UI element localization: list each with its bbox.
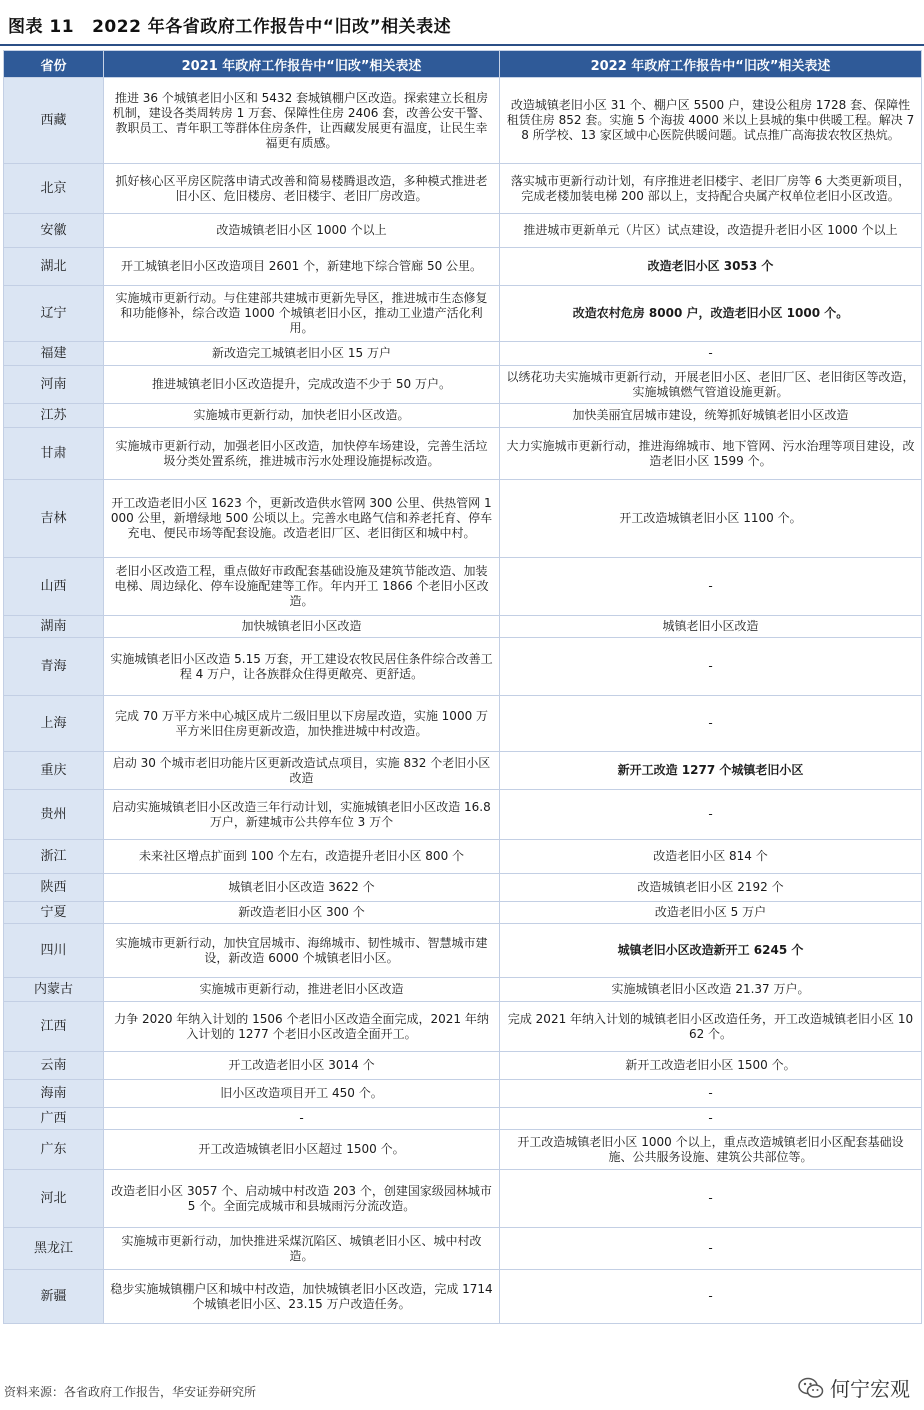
statement-2022-cell: 加快美丽宜居城市建设，统筹抓好城镇老旧小区改造 [500,404,922,428]
statement-2022-cell: - [500,1170,922,1228]
statement-2021-cell: 推进 36 个城镇老旧小区和 5432 套城镇棚户区改造。探索建立长租房机制，建设各类周转房 1 万套、保障性住房 2406 套，改善公安干警、教职员工、青年职工等群体住房条件，让西藏发展更有温度，让民生幸福更有质感。 [104,78,500,164]
table-row [4,214,922,248]
table-row [4,840,922,874]
source-note: 资料来源：各省政府工作报告，华安证券研究所 [4,1385,257,1399]
table-body [4,78,922,1324]
statement-2022-cell: - [500,696,922,752]
table-row [4,428,922,480]
statement-2022-cell: 改造老旧小区 3053 个 [500,248,922,286]
watermark [798,1373,910,1402]
statement-2021-cell: 启动 30 个城市老旧功能片区更新改造试点项目，实施 832 个老旧小区改造 [104,752,500,790]
statement-2022-cell: - [500,790,922,840]
table-row [4,366,922,404]
statement-2021-cell: 开工改造城镇老旧小区超过 1500 个。 [104,1130,500,1170]
statement-2022-cell: 新开工改造老旧小区 1500 个。 [500,1052,922,1080]
table-row [4,78,922,164]
header-2022: 2022 年政府工作报告中“旧改”相关表述 [500,51,922,78]
statement-2022-cell: 开工改造城镇老旧小区 1100 个。 [500,480,922,558]
statement-2021-cell: 旧小区改造项目开工 450 个。 [104,1080,500,1108]
table-row [4,1002,922,1052]
province-cell: 浙江 [4,840,104,874]
table-row [4,752,922,790]
statement-2022-cell: - [500,558,922,616]
table-row [4,790,922,840]
table-header-row [4,51,922,78]
statement-2021-cell: 力争 2020 年纳入计划的 1506 个老旧小区改造全面完成，2021 年纳入计划的 1277 个老旧小区改造全面开工。 [104,1002,500,1052]
statement-2021-cell: 开工城镇老旧小区改造项目 2601 个，新建地下综合管廊 50 公里。 [104,248,500,286]
table-row [4,1052,922,1080]
province-cell: 海南 [4,1080,104,1108]
province-cell: 云南 [4,1052,104,1080]
statement-2022-cell: 完成 2021 年纳入计划的城镇老旧小区改造任务，开工改造城镇老旧小区 1062 个。 [500,1002,922,1052]
statement-2022-cell: 改造农村危房 8000 户，改造老旧小区 1000 个。 [500,286,922,342]
table-row [4,286,922,342]
figure-title [8,12,451,37]
statement-2022-cell: 新开工改造 1277 个城镇老旧小区 [500,752,922,790]
statement-2022-cell: 推进城市更新单元（片区）试点建设，改造提升老旧小区 1000 个以上 [500,214,922,248]
statement-2022-cell: 改造城镇老旧小区 31 个、棚户区 5500 户，建设公租房 1728 套、保障性租赁住房 852 套。实施 5 个海拔 4000 米以上县城的集中供暖工程。解决 78 所学校、13 家区域中心医院供暖问题。试点推广高海拔农牧区热炕。 [500,78,922,164]
province-cell: 贵州 [4,790,104,840]
statement-2021-cell: 改造城镇老旧小区 1000 个以上 [104,214,500,248]
table-row [4,902,922,924]
statement-2022-cell: 以绣花功夫实施城市更新行动，开展老旧小区、老旧厂区、老旧街区等改造，实施城镇燃气管道设施更新。 [500,366,922,404]
statement-2022-cell: - [500,1080,922,1108]
statement-2021-cell: 实施城市更新行动，推进老旧小区改造 [104,978,500,1002]
table-row [4,164,922,214]
province-cell: 江西 [4,1002,104,1052]
statement-2021-cell: 推进城镇老旧小区改造提升，完成改造不少于 50 万户。 [104,366,500,404]
statement-2022-cell: - [500,1108,922,1130]
table-row [4,696,922,752]
table-row [4,342,922,366]
table-row [4,924,922,978]
table-row [4,248,922,286]
province-cell: 青海 [4,638,104,696]
province-cell: 广东 [4,1130,104,1170]
province-cell: 宁夏 [4,902,104,924]
title-bar [0,0,924,46]
statement-2022-cell: 改造城镇老旧小区 2192 个 [500,874,922,902]
table-row [4,1130,922,1170]
table-row [4,480,922,558]
watermark-text: 何宁宏观 [830,1377,910,1401]
statement-2021-cell: 未来社区增点扩面到 100 个左右，改造提升老旧小区 800 个 [104,840,500,874]
province-cell: 山西 [4,558,104,616]
statement-2021-cell: 稳步实施城镇棚户区和城中村改造，加快城镇老旧小区改造，完成 1714 个城镇老旧小区、23.15 万户改造任务。 [104,1270,500,1324]
report-table [3,50,922,1324]
header-2021: 2021 年政府工作报告中“旧改”相关表述 [104,51,500,78]
statement-2022-cell: - [500,1270,922,1324]
province-cell: 湖南 [4,616,104,638]
table-row [4,1270,922,1324]
province-cell: 陕西 [4,874,104,902]
wechat-icon [798,1377,824,1399]
table-row [4,1170,922,1228]
table-row [4,1080,922,1108]
figure-title-text: 2022 年各省政府工作报告中“旧改”相关表述 [92,17,452,37]
statement-2022-cell: 城镇老旧小区改造新开工 6245 个 [500,924,922,978]
statement-2022-cell: 改造老旧小区 814 个 [500,840,922,874]
province-cell: 湖北 [4,248,104,286]
statement-2021-cell: 改造老旧小区 3057 个、启动城中村改造 203 个，创建国家级园林城市 5 个。全面完成城市和县城雨污分流改造。 [104,1170,500,1228]
statement-2021-cell: 城镇老旧小区改造 3622 个 [104,874,500,902]
statement-2022-cell: 城镇老旧小区改造 [500,616,922,638]
province-cell: 福建 [4,342,104,366]
province-cell: 广西 [4,1108,104,1130]
statement-2022-cell: 落实城市更新行动计划，有序推进老旧楼宇、老旧厂房等 6 大类更新项目，完成老楼加装电梯 200 部以上，支持配合央属产权单位老旧小区改造。 [500,164,922,214]
statement-2021-cell: 抓好核心区平房区院落申请式改善和简易楼腾退改造，多种模式推进老旧小区、危旧楼房、老旧楼宇、老旧厂房改造。 [104,164,500,214]
province-cell: 甘肃 [4,428,104,480]
statement-2022-cell: - [500,638,922,696]
statement-2021-cell: 实施城镇老旧小区改造 5.15 万套，开工建设农牧民居住条件综合改善工程 4 万户，让各族群众住得更敞亮、更舒适。 [104,638,500,696]
province-cell: 西藏 [4,78,104,164]
province-cell: 安徽 [4,214,104,248]
province-cell: 吉林 [4,480,104,558]
province-cell: 四川 [4,924,104,978]
province-cell: 黑龙江 [4,1228,104,1270]
figure-label: 图表 11 [8,17,75,37]
statement-2021-cell: 实施城市更新行动，加快推进采煤沉陷区、城镇老旧小区、城中村改造。 [104,1228,500,1270]
table-row [4,1108,922,1130]
province-cell: 河北 [4,1170,104,1228]
statement-2021-cell: 实施城市更新行动，加快老旧小区改造。 [104,404,500,428]
statement-2021-cell: 实施城市更新行动。与住建部共建城市更新先导区，推进城市生态修复和功能修补，综合改造 1000 个城镇老旧小区，推动工业遗产活化利用。 [104,286,500,342]
table-row [4,616,922,638]
statement-2021-cell: 加快城镇老旧小区改造 [104,616,500,638]
statement-2022-cell: - [500,1228,922,1270]
province-cell: 上海 [4,696,104,752]
table-row [4,558,922,616]
province-cell: 辽宁 [4,286,104,342]
statement-2021-cell: - [104,1108,500,1130]
statement-2021-cell: 实施城市更新行动，加强老旧小区改造，加快停车场建设，完善生活垃圾分类处置系统，推进城市污水处理设施提标改造。 [104,428,500,480]
statement-2022-cell: 改造老旧小区 5 万户 [500,902,922,924]
statement-2021-cell: 实施城市更新行动，加快宜居城市、海绵城市、韧性城市、智慧城市建设，新改造 6000 个城镇老旧小区。 [104,924,500,978]
header-province: 省份 [4,51,104,78]
table-row [4,978,922,1002]
province-cell: 河南 [4,366,104,404]
statement-2021-cell: 开工改造老旧小区 3014 个 [104,1052,500,1080]
table-row [4,638,922,696]
statement-2022-cell: - [500,342,922,366]
statement-2021-cell: 新改造完工城镇老旧小区 15 万户 [104,342,500,366]
statement-2021-cell: 完成 70 万平方米中心城区成片二级旧里以下房屋改造，实施 1000 万平方米旧住房更新改造，加快推进城中村改造。 [104,696,500,752]
statement-2021-cell: 老旧小区改造工程，重点做好市政配套基础设施及建筑节能改造、加装电梯、周边绿化、停车设施配建等工作。年内开工 1866 个老旧小区改造。 [104,558,500,616]
statement-2021-cell: 开工改造老旧小区 1623 个，更新改造供水管网 300 公里、供热管网 1000 公里，新增绿地 500 公顷以上。完善水电路气信和养老托育、停车充电、便民市场等配套设施。改造老旧厂区、老旧街区和城中村。 [104,480,500,558]
statement-2022-cell: 开工改造城镇老旧小区 1000 个以上，重点改造城镇老旧小区配套基础设施、公共服务设施、建筑公共部位等。 [500,1130,922,1170]
table-row [4,404,922,428]
table-row [4,1228,922,1270]
statement-2022-cell: 实施城镇老旧小区改造 21.37 万户。 [500,978,922,1002]
statement-2021-cell: 启动实施城镇老旧小区改造三年行动计划，实施城镇老旧小区改造 16.8 万户，新建城市公共停车位 3 万个 [104,790,500,840]
province-cell: 北京 [4,164,104,214]
statement-2021-cell: 新改造老旧小区 300 个 [104,902,500,924]
statement-2022-cell: 大力实施城市更新行动，推进海绵城市、地下管网、污水治理等项目建设，改造老旧小区 1599 个。 [500,428,922,480]
province-cell: 江苏 [4,404,104,428]
province-cell: 内蒙古 [4,978,104,1002]
province-cell: 重庆 [4,752,104,790]
table-row [4,874,922,902]
province-cell: 新疆 [4,1270,104,1324]
